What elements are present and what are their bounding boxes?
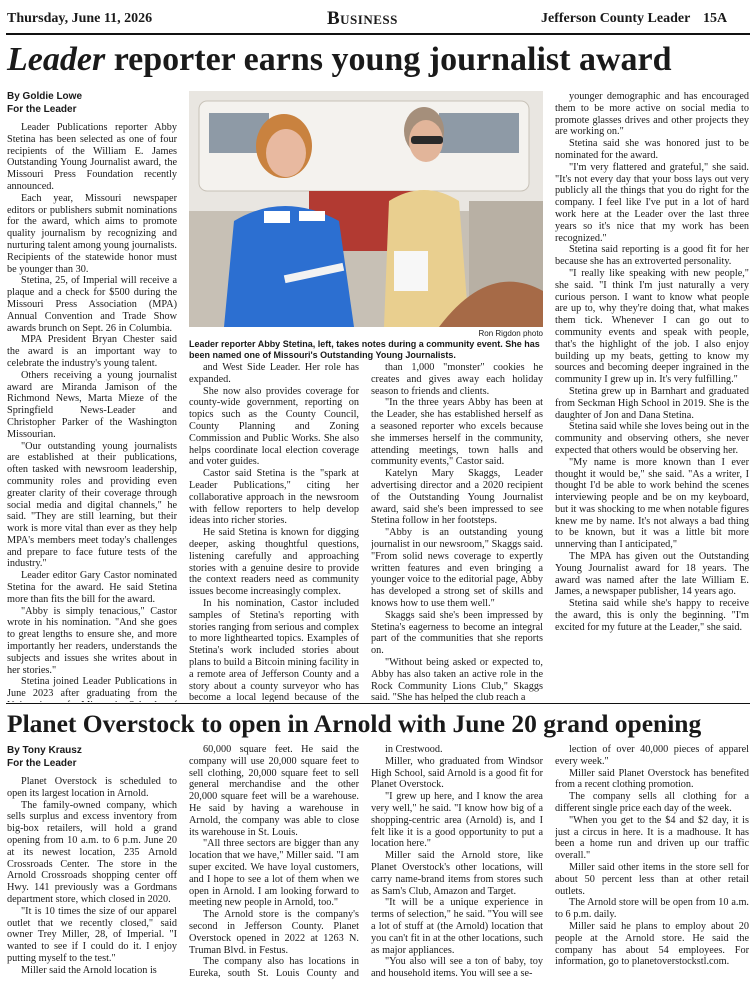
story1-column-1 xyxy=(7,122,177,702)
paragraph: Miller said he plans to employ about 20 people at the Arnold store. He said the company has about 54 employees. For information, go to planetoverstockstl.com. xyxy=(555,920,749,968)
story2-byline xyxy=(7,744,177,770)
paragraph: Castor said Stetina is the "spark at Leader Publications," citing her collaborative approach in the newsroom with fellow reporters to help develop ideas into richer stories. xyxy=(189,468,359,527)
paragraph: in Crestwood. xyxy=(385,744,443,755)
story1-headline-rest: reporter earns young journalist award xyxy=(105,41,672,78)
paragraph: Miller said the Arnold location is xyxy=(21,964,157,976)
paragraph: Katelyn Mary Skaggs, Leader advertising director and a 2020 recipient of the Outstanding Young Journalist award, said she's been impressed to see Stetina follow in her footsteps. xyxy=(371,468,543,527)
paragraph: than 1,000 "monster" cookies he creates and gives away each holiday season to friends and clients. xyxy=(371,362,543,397)
paragraph: He said Stetina is known for digging deeper, asking thoughtful questions, listening carefully and approaching stories with a genuine desire to provide the context readers need as community issues become increasingly complex. xyxy=(189,527,359,598)
paragraph: Miller, who graduated from Windsor High School, said Arnold is a good fit for Planet Overstock. xyxy=(371,755,543,791)
paragraph: and West Side Leader. Her role has expanded. xyxy=(189,362,359,385)
story2-column-3 xyxy=(371,744,543,980)
story-divider xyxy=(6,703,750,704)
paragraph: "I grew up here, and I know the area very well," he said. "I know how big of a shopping-centric area (Arnold) is, and I felt like it is a good opportunity to put a location here." xyxy=(371,791,543,850)
paragraph: Others receiving a young journalist award are Miranda Jamison of the Richmond News, Marta Mieze of the Springfield News-Leader and Christopher Parker of the Washington Missourian. xyxy=(7,369,177,440)
paragraph: Stetina joined Leader Publications in June 2023 after graduating from the xyxy=(7,676,177,700)
paragraph: "Abby is simply tenacious," Castor wrote in his nomination. "And she goes to great lengths to ensure she, and more importantly her readers, understands the subjects and issues she writes about in her stories." xyxy=(7,605,177,676)
issue-date: Thursday, June 11, 2026 xyxy=(7,11,153,26)
photo-credit: Ron Rigdon photo xyxy=(478,329,543,338)
paragraph: Each year, Missouri newspaper editors or publishers submit nominations for the award, which aims to promote quality journalism by recognizing and nurturing talent among young journalists. Recipients of the statewide honor must be younger than 30. xyxy=(7,192,177,275)
paragraph: Miller said other items in the store sell for about 50 percent less than at other retail outlets. xyxy=(555,861,749,897)
header-rule xyxy=(6,33,750,35)
photo-caption xyxy=(189,339,543,361)
paragraph: "In the three years Abby has been at the Leader, she has established herself as a seasoned reporter who excels because she immerses herself in the community, attending meetings, town halls and community events," Castor said. xyxy=(371,397,543,468)
paragraph: "You also will see a ton of baby, toy and household items. You will see a se- xyxy=(371,956,543,980)
paragraph: Stetina said while she's happy to receive the award, this is only the beginning. "I'm excited for my future at the Leader," she said. xyxy=(555,598,749,633)
paragraph: Miller said the Arnold store, like Planet Overstock's other locations, will carry name-brand items from stores such as Sam's Club, Amazon and Target. xyxy=(371,850,543,897)
paragraph: Stetina, 25, of Imperial will receive a plaque and a check for $500 during the Missouri Press Association (MPA) Annual Convention and Trade Show awards brunch on Sept. 26 in Columbia. xyxy=(7,275,177,334)
paragraph: The Arnold store is the company's second in Jefferson County. Planet Overstock opened in 2022 at 1263 N. Truman Blvd. in Festus. xyxy=(189,909,359,956)
story2-byline-org: For the Leader xyxy=(7,758,77,769)
photo-illustration xyxy=(189,91,543,327)
paragraph: "When you get to the $4 and $2 day, it is just a circus in here. It is a madhouse. It has been a home run and driven up our traffic overall." xyxy=(555,814,749,862)
paragraph: Miller said Planet Overstock has benefited from a recent clothing promotion. xyxy=(555,767,749,791)
paragraph: Stetina grew up in Barnhart and graduated from Seckman High School in 2019. She is the daughter of Jon and Dana Stetina. xyxy=(555,385,749,421)
paragraph: "All three sectors are bigger than any location that we have," Miller said. "I am super excited. We have loyal customers, and I hope to see a lot of them when we open in Arnold. I am looking forward to meeting new people in Arnold, too." xyxy=(189,838,359,909)
paragraph: The family-owned company, which sells surplus and excess inventory from big-box retailers, will hold a grand opening from 10 a.m. to 6 p.m. June 20 at its newest location, 235 Arnold Crossroads Center. The store in the Arnold Crossroads shopping center off Hwy. 141 previously was a Gordmans department store, which closed in 2020. xyxy=(7,799,177,905)
paragraph: The Arnold store will be open from 10 a.m. to 6 p.m. daily. xyxy=(555,897,749,921)
paragraph: "I'm very flattered and grateful," she said. "It's not every day that your boss lays out very publicly all the things that you do right for the company. I feel like I've put in a lot of hard work here at the Leader over the last three years so it's nice that my work has been recognized." xyxy=(555,161,749,244)
paragraph: "Our outstanding young journalists are established at their publications, often tasked with newsroom leadership, community roles and providing even greater clarity of their coverage through social media and digital channels," he said. "They are still learning, but their work is more vital than ever as they help MPA's members meet today's challenges and prepare to face future tests of the industry." xyxy=(7,440,177,570)
paragraph: In his nomination, Castor included samples of Stetina's reporting with stories ranging from serious and complex to more lighthearted topics. Examples of Stetina's work included stories about plans to build a Bitcoin mining facility in a remote area of Jefferson County and a story about a county surveyor who has become a local legend because of the xyxy=(189,597,359,702)
paragraph: lection of over 40,000 pieces of apparel every week." xyxy=(555,744,749,767)
paragraph: younger demographic and has encouraged them to be more active on social media to promote glasses drives and other projects they are working on." xyxy=(555,91,749,138)
story2-column-1 xyxy=(7,776,177,980)
paragraph: "Abby is an outstanding young journalist in our newsroom," Skaggs said. "From solid news coverage to expertly written features and even bringing a younger voice to the editorial page, Abby has developed a strong set of skills and knows how to use them well." xyxy=(371,527,543,609)
story1-column-4 xyxy=(555,91,749,702)
paragraph: "I really like speaking with new people," she said. "I think I'm just naturally a very curious person. I want to know what people are up to, why they're doing that, what makes them tick. Whenever I can go out to community events and speak with people, that's the highlight of the job. I also enjoy building up my beats, getting to know my sources and becoming deeper ingrained in the community I grew up in. It's very fulfilling." xyxy=(555,267,749,386)
paragraph: MPA President Bryan Chester said the award is an important way to celebrate the industry's young talent. xyxy=(7,334,177,369)
story1-byline-name: By Goldie Lowe xyxy=(7,91,83,102)
story1-column-3 xyxy=(371,362,543,702)
paragraph: The company also has locations in Eureka, south St. Louis County and xyxy=(189,956,359,980)
story2-byline-name: By Tony Krausz xyxy=(7,745,82,756)
section-name: Business xyxy=(327,8,398,29)
paragraph: Leader Publications reporter Abby Stetina has been selected as one of four recipients of the William E. James Outstanding Young Journalist award, the Missouri Press Foundation recently announced. xyxy=(7,122,177,192)
story1-column-2 xyxy=(189,362,359,702)
story2-headline: Planet Overstock to open in Arnold with June 20 grand opening xyxy=(7,709,702,738)
paper-name: Jefferson County Leader xyxy=(541,11,691,26)
story2-column-4 xyxy=(555,744,749,980)
paragraph: Stetina said while she loves being out in the community and observing others, she never expected that others would be observing her. xyxy=(555,421,749,456)
paragraph: "Without being asked or expected to, Abby has also taken an active role in the Rock Community Lions Club," Skaggs said. "She has helped the club reach a xyxy=(371,656,543,702)
paragraph: 60,000 square feet. He said the company will use 20,000 square feet to sell clothing, 20,000 square feet to sell general merchandise and the other 20,000 square feet will be a warehouse. He said by having a warehouse in Arnold, the company was able to close its warehouse in St. Louis. xyxy=(189,744,359,838)
page-number: 15A xyxy=(703,11,728,26)
paragraph: The company sells all clothing for a different single price each day of the week. xyxy=(555,791,749,814)
story1-headline-leader: Leader xyxy=(7,41,106,78)
paragraph: She now also provides coverage for county-wide government, reporting on topics such as the County Council, County Planning and Zoning Commission and Public Works. She also helps coordinate local election coverage and voter guides. xyxy=(189,385,359,468)
paragraph: Skaggs said she's been impressed by Stetina's eagerness to become an integral part of the communities that she reports on. xyxy=(371,609,543,657)
story1-byline xyxy=(7,90,177,116)
paragraph: Stetina said reporting is a good fit for her because she has an extroverted personality. xyxy=(555,244,749,268)
paragraph: Leader editor Gary Castor nominated Stetina for the award. He said Stetina more than fits the bill for the award. xyxy=(7,570,177,605)
paragraph: "It will be a unique experience in terms of selection," he said. "You will see a lot of stuff at (the Arnold) location that you can't fit in at the other locations, such as major appliances. xyxy=(371,897,543,956)
paragraph: Planet Overstock is scheduled to open its largest location in Arnold. xyxy=(7,776,177,799)
story2-column-2 xyxy=(189,744,359,980)
paragraph: The MPA has given out the Outstanding Young Journalist award for 18 years. The award was named after the late William E. James, a newspaper publisher, 14 years ago. xyxy=(555,551,749,598)
photo-caption-text: Leader reporter Abby Stetina, left, takes notes during a community event. She has been named one of Missouri's Outstanding Young Journalists. xyxy=(189,339,540,360)
paragraph: "My name is more known than I ever thought it would be," she said. "As a writer, I thought I'd be able to work behind the scenes interviewing people and be on my keyboard, but it was shocking to me when notable figures knew me by name. It's not always a bad thing to be known, but it was a little bit more unnerving than I anticipated," xyxy=(555,456,749,551)
paragraph: "It is 10 times the size of our apparel outlet that we recently closed," said owner Trey Miller, 28, of Imperial. "I wanted to see if I could do it. I enjoy putting myself to the test." xyxy=(7,905,177,964)
paragraph: Stetina said she was honored just to be nominated for the award. xyxy=(555,138,749,161)
story1-photo xyxy=(189,91,543,327)
story1-byline-org: For the Leader xyxy=(7,104,77,115)
story1-headline xyxy=(7,38,672,82)
